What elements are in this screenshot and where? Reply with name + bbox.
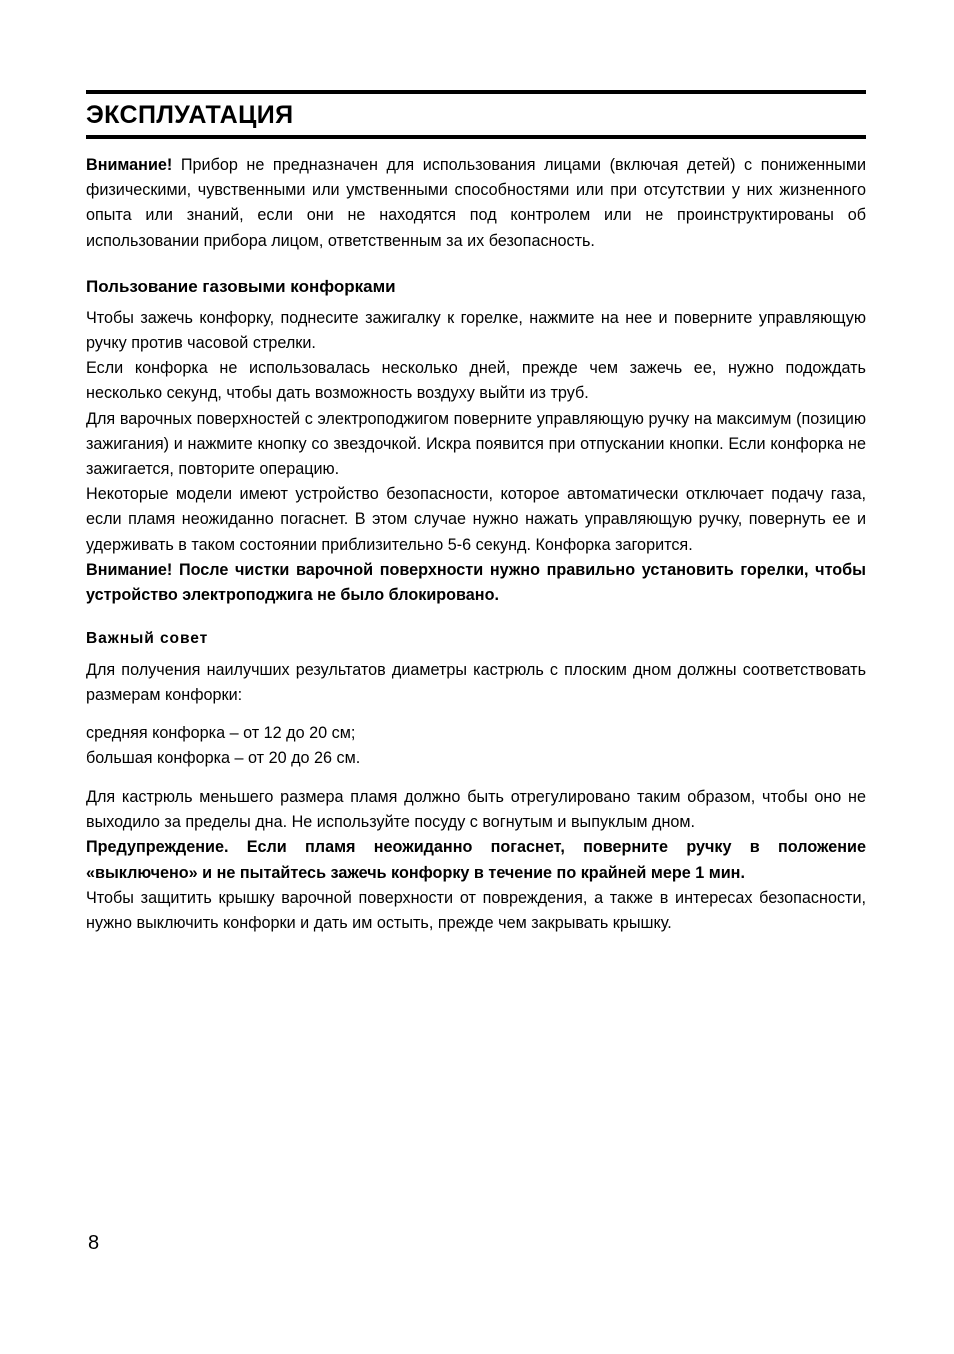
burner-size-list	[86, 721, 866, 771]
intro-warning-body: Прибор не предназначен для использования лицами (включая детей) с пониженными физическими, чувственными или умственными способностями или при отсутствии у них жизненного опыта или знаний, если они не находятся под контролем или не проинструктированы об использовании прибора лицом, ответственным за их безопасность.	[86, 156, 866, 250]
page-number: 8	[88, 1232, 100, 1254]
title-rule-bottom	[86, 135, 866, 139]
paragraph-electric-ignition: Для варочных поверхностей с электроподжигом поверните управляющую ручку на максимум (позицию зажигания) и нажмите кнопку со звездочкой. Искра появится при отпускании кнопки. Если конфорка не зажигается, повторите операцию.	[86, 409, 866, 479]
paragraph-lighting-burner: Чтобы зажечь конфорку, поднесите зажигалку к горелке, нажмите на нее и поверните управляющую ручку против часовой стрелки.	[86, 308, 866, 353]
subheading-important-tip: Важный совет	[86, 630, 209, 648]
burner-size-large: большая конфорка – от 20 до 26 см.	[86, 748, 361, 767]
intro-warning-lead: Внимание!	[86, 156, 173, 174]
paragraph-flame-caution: Предупреждение. Если пламя неожиданно погаснет, поверните ручку в положение «выключено» и не пытайтесь зажечь конфорку в течение по крайней мере 1 мин.	[86, 838, 866, 882]
intro-warning-paragraph	[86, 153, 866, 254]
section-heading-gas-burners: Пользование газовыми конфорками	[86, 276, 396, 296]
paragraph-unused-burner: Если конфорка не использовалась несколько дней, прежде чем зажечь ее, нужно подождать несколько секунд, чтобы дать возможность воздуху выйти из труб.	[86, 359, 866, 403]
paragraph-lid-protection: Чтобы защитить крышку варочной поверхности от повреждения, а также в интересах безопасности, нужно выключить конфорки и дать им остыть, прежде чем закрывать крышку.	[86, 888, 866, 933]
burner-size-medium: средняя конфорка – от 12 до 20 см;	[86, 723, 356, 742]
page-content	[86, 90, 866, 936]
paragraph-small-pans: Для кастрюль меньшего размера пламя должно быть отрегулировано таким образом, чтобы оно не выходило за пределы дна. Не используйте посуду с вогнутым и выпуклым дном.	[86, 788, 866, 832]
paragraph-safety-device: Некоторые модели имеют устройство безопасности, которое автоматически отключает подачу газа, если пламя неожиданно погаснет. В этом случае нужно нажать управляющую ручку, повернуть ее и удерживать в таком состоянии приблизительно 5-6 секунд. Конфорка загорится.	[86, 485, 866, 554]
paragraph-pan-diameters: Для получения наилучших результатов диаметры кастрюль с плоским дном должны соответствовать размерам конфорки:	[86, 661, 866, 705]
title-rule-top	[86, 90, 866, 94]
page-title: ЭКСПЛУАТАЦИЯ	[86, 101, 294, 129]
paragraph-cleaning-warning: Внимание! После чистки варочной поверхности нужно правильно установить горелки, чтобы устройство электроподжига не было блокировано.	[86, 560, 866, 605]
